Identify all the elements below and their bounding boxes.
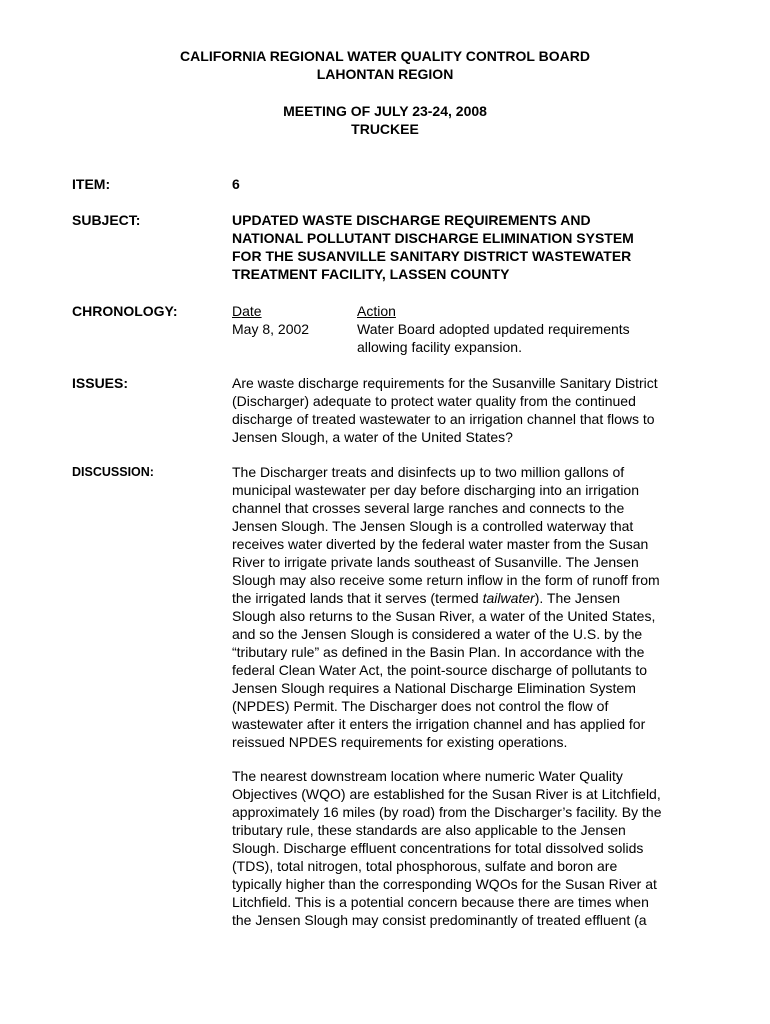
discussion-line: typically higher than the corresponding WQOs for the Susan River at (232, 876, 657, 892)
subject-line: UPDATED WASTE DISCHARGE REQUIREMENTS AND (232, 212, 591, 228)
issues-line: discharge of treated wastewater to an irrigation channel that flows to (232, 411, 655, 427)
discussion-line: and so the Jensen Slough is considered a water of the U.S. by the (232, 626, 643, 642)
action-header: Action (357, 303, 396, 319)
subject-text (232, 211, 702, 283)
subject-line: NATIONAL POLLUTANT DISCHARGE ELIMINATION SYSTEM (232, 230, 634, 246)
date-value: May 8, 2002 (232, 321, 310, 337)
tailwater-term: tailwater (482, 590, 535, 606)
discussion-line: channel that crosses several large ranches and connects to the (232, 500, 625, 516)
discussion-line: Slough also returns to the Susan River, a water of the United States, (232, 608, 656, 624)
discussion-line (232, 589, 702, 607)
discussion-line: Jensen Slough requires a National Discharge Elimination System (232, 680, 636, 696)
region-name: LAHONTAN REGION (316, 66, 454, 82)
issues-line: Jensen Slough, a water of the United States? (232, 429, 513, 445)
discussion-line: Litchfield. This is a potential concern because there are times when (232, 894, 649, 910)
discussion-line: Jensen Slough. The Jensen Slough is a controlled waterway that (232, 518, 634, 534)
discussion-text-segment: ). The Jensen (534, 590, 621, 606)
discussion-line: The nearest downstream location where numeric Water Quality (232, 768, 623, 784)
discussion-line: Slough. Discharge effluent concentrations for total dissolved solids (232, 840, 644, 856)
issues-line: Are waste discharge requirements for the Susanville Sanitary District (232, 375, 658, 391)
discussion-text-segment: the irrigated lands that it serves (termed (232, 590, 483, 606)
discussion-line: (TDS), total nitrogen, total phosphorous, sulfate and boron are (232, 858, 618, 874)
subject-label: SUBJECT: (72, 212, 141, 228)
discussion-line: Objectives (WQO) are established for the Susan River is at Litchfield, (232, 786, 661, 802)
discussion-paragraph-1 (232, 463, 702, 751)
discussion-line: reissued NPDES requirements for existing operations. (232, 734, 568, 750)
discussion-line: The Discharger treats and disinfects up to two million gallons of (232, 464, 625, 480)
chronology-action-column (357, 302, 630, 356)
discussion-line: tributary rule, these standards are also applicable to the Jensen (232, 822, 626, 838)
meeting-location: TRUCKEE (351, 121, 419, 137)
action-line: Water Board adopted updated requirements (357, 321, 630, 337)
discussion-label: DISCUSSION: (72, 465, 154, 479)
discussion-line: approximately 16 miles (by road) from the Discharger’s facility. By the (232, 804, 662, 820)
subject-line: FOR THE SUSANVILLE SANITARY DISTRICT WASTEWATER (232, 248, 632, 264)
issues-line: (Discharger) adequate to protect water quality from the continued (232, 393, 636, 409)
meeting-date: MEETING OF JULY 23-24, 2008 (283, 103, 487, 119)
date-header: Date (232, 303, 262, 319)
discussion-line: River to irrigate private lands southeast of Susanville. The Jensen (232, 554, 639, 570)
discussion-line: “tributary rule” as defined in the Basin Plan. In accordance with the (232, 644, 645, 660)
issues-text (232, 374, 702, 446)
discussion-paragraph-2 (232, 767, 702, 929)
discussion-line: receives water diverted by the federal water master from the Susan (232, 536, 649, 552)
discussion-line: municipal wastewater per day before discharging into an irrigation (232, 482, 639, 498)
discussion-line: the Jensen Slough may consist predominantly of treated effluent (a (232, 912, 647, 928)
issues-label: ISSUES: (72, 375, 129, 391)
discussion-line: (NPDES) Permit. The Discharger does not control the flow of (232, 698, 609, 714)
board-heading (0, 47, 770, 83)
item-value: 6 (232, 176, 240, 192)
item-label: ITEM: (72, 176, 111, 192)
board-name: CALIFORNIA REGIONAL WATER QUALITY CONTROL BOARD (180, 48, 590, 64)
chronology-label: CHRONOLOGY: (72, 303, 178, 319)
action-line: allowing facility expansion. (357, 339, 522, 355)
subject-line: TREATMENT FACILITY, LASSEN COUNTY (232, 266, 510, 282)
chronology-date-column (232, 302, 309, 338)
meeting-heading (0, 102, 770, 138)
discussion-line: wastewater after it enters the irrigation channel and has applied for (232, 716, 646, 732)
discussion-line: federal Clean Water Act, the point-source discharge of pollutants to (232, 662, 648, 678)
discussion-line: Slough may also receive some return inflow in the form of runoff from (232, 572, 660, 588)
